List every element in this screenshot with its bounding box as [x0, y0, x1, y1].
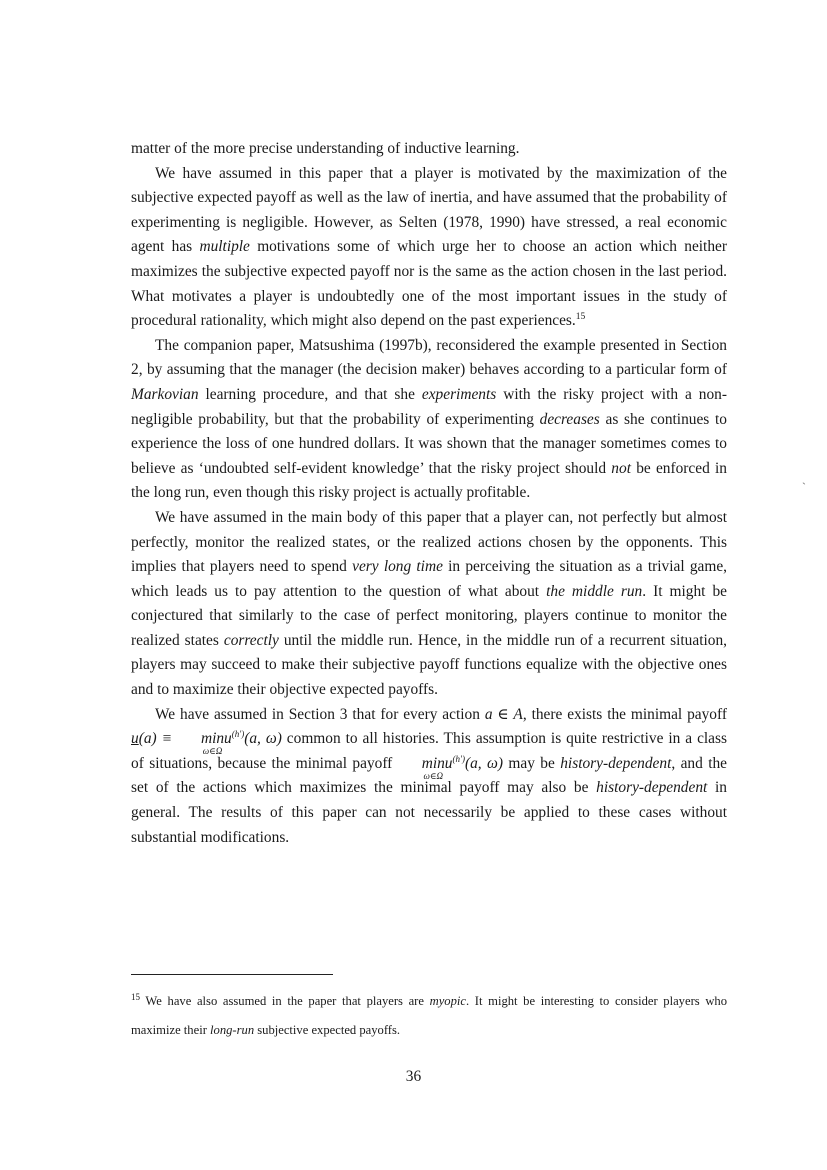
stray-mark: ` — [802, 480, 806, 494]
footnote-15 — [131, 987, 727, 1045]
footnote-italic-2: long-run — [210, 1023, 255, 1037]
paragraph-4-italic-2: the middle run — [546, 582, 643, 600]
paragraph-5-italic-1: history-dependent — [560, 754, 672, 772]
paragraph-4-text-2: in perceiving the situation as a trivial game, which leads us to pay attention to the question of what about — [131, 558, 727, 600]
footnote-text-3: subjective expected payoffs. — [254, 1023, 401, 1037]
math-u-arg: (a) ≡ — [138, 730, 177, 748]
footnote-ref-15[interactable]: 15 — [575, 312, 586, 323]
math-superscript: (h′) — [231, 729, 245, 740]
paragraph-5-text-2: , there exists the minimal payoff — [522, 705, 727, 723]
paragraph-4 — [131, 506, 727, 703]
paragraph-4-text-3: . It might be conjectured that similarly to the case of perfect monitoring, players continue to monitor the realized states — [131, 582, 727, 649]
math-args-2: (a, ω) — [464, 754, 504, 772]
paragraph-5-text-6: in general. The results of this paper can not necessarily be applied to these cases without substantial modifications. — [131, 779, 727, 846]
footnote-divider — [131, 974, 333, 975]
page-number: 36 — [405, 1068, 422, 1085]
math-action-set: a ∈ A — [484, 705, 523, 723]
math-minimal-payoff-def — [131, 729, 282, 757]
math-min-subscript-2: ω∈Ω — [423, 770, 444, 781]
paragraph-3 — [131, 334, 727, 506]
paragraph-1: matter of the more precise understanding of inductive learning. — [131, 140, 520, 157]
paragraph-2 — [131, 162, 727, 334]
math-u: u — [224, 730, 232, 748]
paragraph-5 — [131, 703, 727, 851]
math-min-operator — [177, 730, 225, 757]
paragraph-2-text-a: We have assumed in this paper that a player is motivated by the maximization of the subjective expected payoff as well as the law of inertia, and have assumed that the probability of experimenting is negligible. However, as Selten (1978, 1990) have stressed, a real economic agent has — [131, 164, 727, 256]
math-u-2: u — [444, 754, 453, 772]
math-u-underline: u — [131, 730, 139, 748]
paragraph-4-italic-3: correctly — [223, 631, 279, 649]
paragraph-5-italic-2: history-dependent — [596, 779, 708, 797]
paragraph-2-text-b: motivations some of which urge her to choose an action which neither maximizes the subjective expected payoff nor is the same as the action chosen in the last period. What motivates a player is undoubtedly one of the most important issues in the study of procedural rationality, which might also depend on the past experiences. — [131, 238, 727, 330]
math-min-label-2: min — [421, 754, 445, 772]
footnote-number: 15 — [131, 991, 140, 1002]
body-text — [131, 137, 727, 850]
math-min-label: min — [200, 730, 225, 748]
paragraph-3-italic-2: experiments — [421, 385, 497, 403]
math-superscript-2: (h′) — [452, 753, 465, 764]
paragraph-3-italic-3: decreases — [539, 410, 600, 428]
paragraph-5-text-5: , and the set of the actions which maximizes the minimal payoff may also be — [131, 754, 728, 797]
paragraph-3-text-2: learning procedure, and that she — [198, 385, 422, 403]
paragraph-5-text-1: We have assumed in Section 3 that for every action — [155, 705, 485, 723]
paragraph-3-italic-1: Markovian — [131, 385, 199, 403]
footnote-italic-1: myopic — [429, 994, 466, 1008]
paragraph-3-text-5: be enforced in the long run, even though this risky project is actually profitable. — [131, 459, 727, 502]
footnote-text-1: We have also assumed in the paper that players are — [140, 994, 430, 1008]
math-min-operator-2 — [398, 754, 445, 781]
paragraph-4-text-4: until the middle run. Hence, in the middle run of a recurrent situation, players may succeed to make their subjective payoff functions equalize with the objective ones and to maximize their objective expected payoffs. — [131, 631, 727, 699]
footnote-text-2: . It might be interesting to consider players who maximize their — [131, 994, 728, 1037]
paragraph-5-text-3: common to all histories. This assumption is quite restrictive in a class of situations, because the minimal payoff — [131, 730, 727, 772]
paragraph-3-text-1: The companion paper, Matsushima (1997b), reconsidered the example presented in Section 2, by assuming that the manager (the decision maker) behaves according to a particular form of — [131, 336, 727, 379]
math-min-expression — [398, 753, 504, 781]
paragraph-3-text-4: as she continues to experience the loss of one hundred dollars. It was shown that the manager sometimes comes to believe as ‘undoubted self-evident knowledge’ that the risky project should — [131, 410, 728, 477]
paragraph-4-italic-1: very long time — [352, 558, 443, 576]
paragraph-2-italic: multiple — [199, 238, 250, 256]
paragraph-3-italic-4: not — [611, 459, 631, 477]
math-args: (a, ω) — [244, 730, 282, 748]
paragraph-4-text-1: We have assumed in the main body of this paper that a player can, not perfectly but almost perfectly, monitor the realized states, or the realized actions chosen by the opponents. This implies that players need to spend — [131, 508, 727, 576]
paragraph-3-text-3: with the risky project with a non-negligible probability, but that the probability of experimenting — [131, 385, 728, 428]
paragraph-5-text-4: may be — [503, 754, 561, 772]
math-min-subscript: ω∈Ω — [202, 746, 223, 757]
